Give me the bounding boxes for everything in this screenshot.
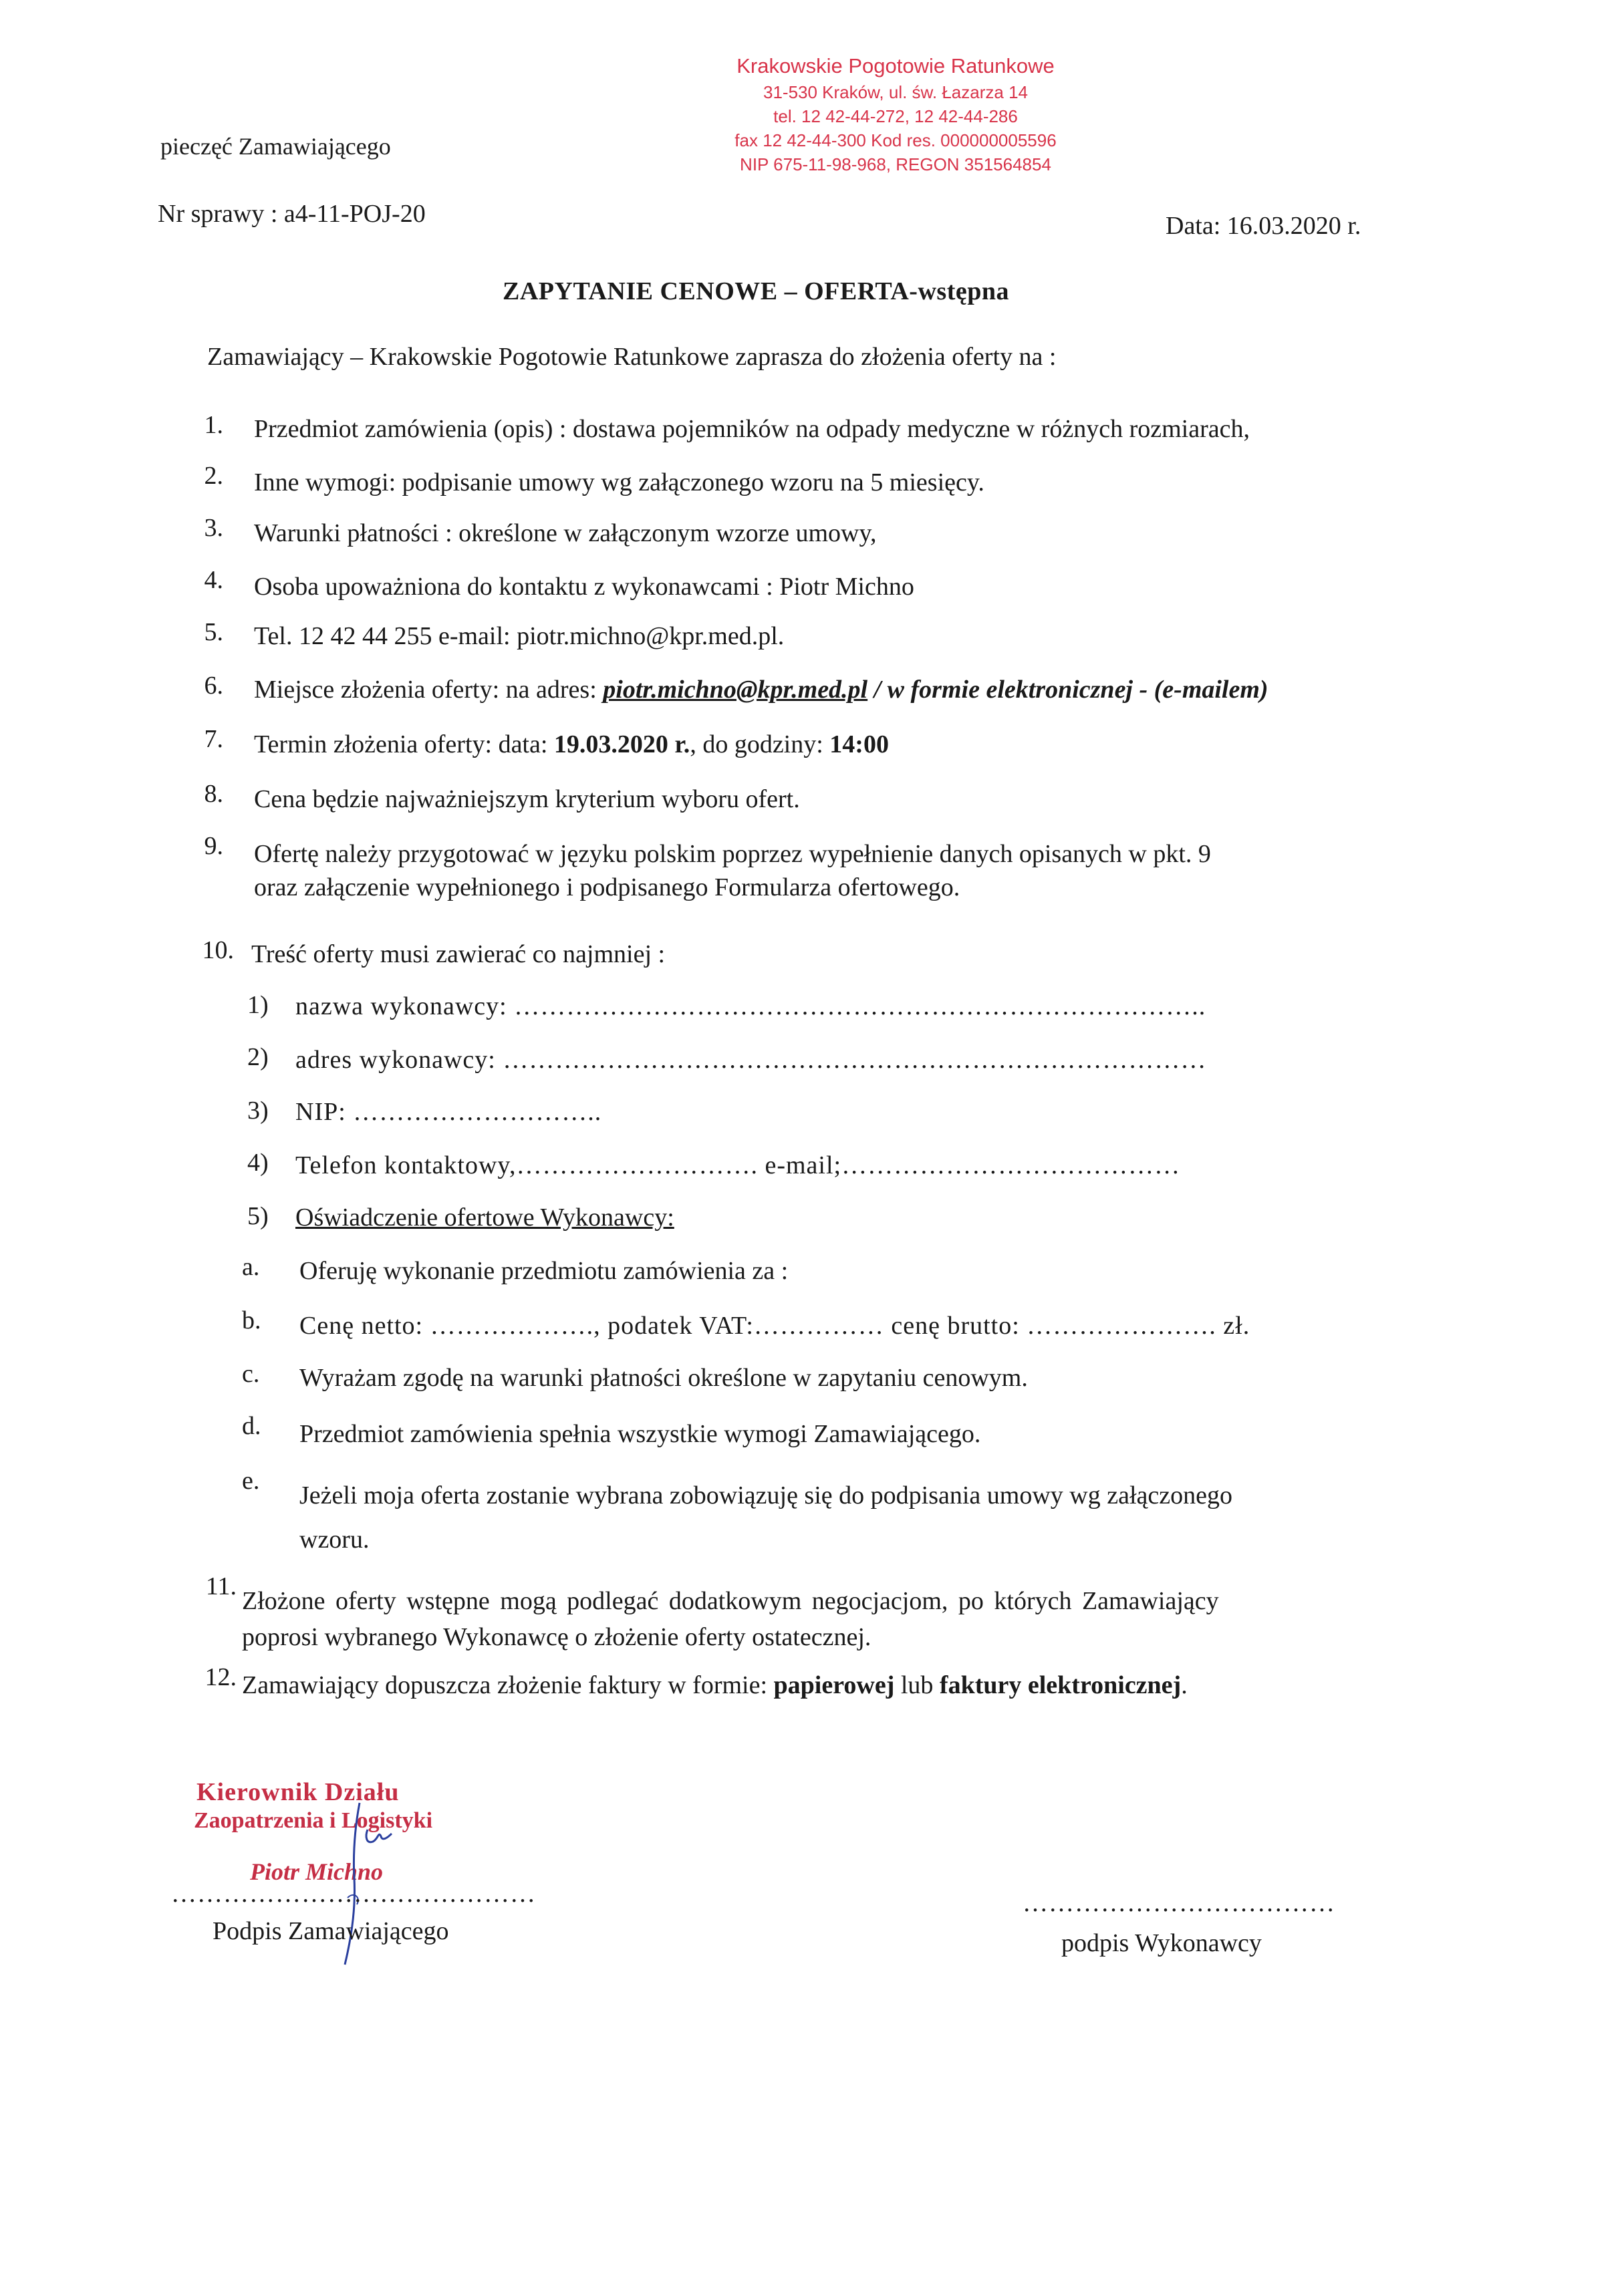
item-number: 6.: [204, 672, 223, 700]
statement-d-text: Przedmiot zamówienia spełnia wszystkie wymogi Zamawiającego.: [299, 1420, 981, 1448]
item-number: 2.: [204, 462, 223, 490]
item-10-text: Treść oferty musi zawierać co najmniej :: [251, 940, 666, 968]
item-6-text: [254, 675, 1268, 704]
item-12-label: Zamawiający dopuszcza złożenie faktury w formie:: [242, 1671, 774, 1699]
statement-e-line-1: Jeżeli moja oferta zostanie wybrana zobowiązuję się do podpisania umowy wg załączonego: [299, 1481, 1232, 1510]
manager-stamp-line-1: Kierownik Działu: [196, 1778, 400, 1806]
orderer-signature-line: ……………………………………: [171, 1880, 536, 1908]
item-9-line-2: oraz załączenie wypełnionego i podpisanego Formularza ofertowego.: [254, 873, 960, 901]
stamp-label: pieczęć Zamawiającego: [160, 133, 391, 160]
nip-field: NIP: ………………………..: [295, 1098, 602, 1126]
item-number: 11.: [205, 1572, 237, 1600]
item-9-line-1: Ofertę należy przygotować w języku polskim poprzez wypełnienie danych opisanych w pkt. 9: [254, 840, 1211, 868]
price-field: Cenę netto: ………………., podatek VAT:…………… cenę brutto: …………………. zł.: [299, 1312, 1250, 1340]
item-number: 3.: [204, 514, 223, 542]
sub-number: 5): [247, 1202, 269, 1230]
statement-c-text: Wyrażam zgodę na warunki płatności określone w zapytaniu cenowym.: [299, 1364, 1028, 1392]
letter-marker: d.: [242, 1412, 261, 1440]
item-12-text: [242, 1671, 1188, 1700]
contractor-address-field: adres wykonawcy: ………………………………………………………………………: [295, 1046, 1207, 1074]
case-number: Nr sprawy : a4-11-POJ-20: [158, 200, 426, 228]
item-1-text: Przedmiot zamówienia (opis) : dostawa pojemników na odpady medyczne w różnych rozmiarach,: [254, 415, 1250, 443]
sub-number: 2): [247, 1043, 269, 1071]
item-number: 8.: [204, 780, 223, 808]
statement-e-line-2: wzoru.: [299, 1526, 370, 1554]
item-7-label: Termin złożenia oferty: data:: [254, 730, 554, 758]
stamp-line-nip: NIP 675-11-98-968, REGON 351564854: [740, 154, 1051, 174]
intro-text: Zamawiający – Krakowskie Pogotowie Ratunkowe zaprasza do złożenia oferty na :: [207, 343, 1057, 371]
invoice-paper: papierowej: [773, 1671, 895, 1699]
item-8-text: Cena będzie najważniejszym kryterium wyboru ofert.: [254, 785, 800, 813]
item-7-text: [254, 730, 889, 759]
phone-email-field: Telefon kontaktowy,………………………. e-mail;…………………………………: [295, 1151, 1181, 1179]
manager-stamp-line-2: Zaopatrzenia i Logistyki: [194, 1808, 433, 1833]
stamp-line-fax: fax 12 42-44-300 Kod res. 000000005596: [734, 130, 1057, 150]
sub-number: 3): [247, 1097, 269, 1125]
item-number: 4.: [204, 566, 223, 594]
manager-stamp-name-text: Piotr Michno: [250, 1858, 384, 1885]
page-title: ZAPYTANIE CENOWE – OFERTA-wstępna: [503, 277, 1009, 305]
company-stamp: [708, 52, 1083, 176]
letter-marker: c.: [242, 1360, 260, 1388]
item-4-text: Osoba upoważniona do kontaktu z wykonawcami : Piotr Michno: [254, 573, 914, 601]
orderer-signature-label: Podpis Zamawiającego: [213, 1917, 449, 1945]
statement-a-text: Oferuję wykonanie przedmiotu zamówienia za :: [299, 1257, 789, 1285]
item-number: 1.: [204, 411, 223, 439]
item-number: 9.: [204, 832, 223, 860]
stamp-line-company: Krakowskie Pogotowie Ratunkowe: [736, 54, 1055, 78]
contractor-name-field: nazwa wykonawcy: ……………………………………………………………………..: [295, 992, 1206, 1020]
sub-number: 4): [247, 1149, 269, 1177]
item-11-line-1: Złożone oferty wstępne mogą podlegać dodatkowym negocjacjom, po których Zamawiający: [242, 1587, 1219, 1615]
item-3-text: Warunki płatności : określone w załączonym wzorze umowy,: [254, 519, 877, 547]
letter-marker: b.: [242, 1306, 261, 1334]
item-12-end: .: [1181, 1671, 1188, 1699]
item-number: 12.: [205, 1663, 237, 1691]
invoice-electronic: faktury elektronicznej: [939, 1671, 1182, 1699]
item-number: 7.: [204, 725, 223, 753]
offer-statement-heading: Oświadczenie ofertowe Wykonawcy:: [295, 1203, 674, 1232]
letter-marker: e.: [242, 1467, 260, 1495]
item-7-mid: , do godziny:: [690, 730, 830, 758]
stamp-line-phone: tel. 12 42-44-272, 12 42-44-286: [773, 106, 1018, 126]
item-6-label: Miejsce złożenia oferty: na adres:: [254, 676, 603, 704]
document-date: Data: 16.03.2020 r.: [1166, 212, 1361, 240]
item-6-mode: / w formie elektronicznej - (e-mailem): [867, 676, 1268, 704]
contractor-signature-label: podpis Wykonawcy: [1061, 1929, 1262, 1957]
item-11-line-2: poprosi wybranego Wykonawcę o złożenie oferty ostatecznej.: [242, 1623, 871, 1651]
item-2-text: Inne wymogi: podpisanie umowy wg załączonego wzoru na 5 miesięcy.: [254, 468, 984, 496]
stamp-line-address: 31-530 Kraków, ul. św. Łazarza 14: [763, 82, 1028, 102]
item-number: 5.: [204, 618, 223, 646]
sub-number: 1): [247, 991, 269, 1019]
deadline-time: 14:00: [829, 730, 889, 758]
item-12-mid: lub: [894, 1671, 940, 1699]
letter-marker: a.: [242, 1253, 260, 1281]
contractor-signature-line: ………………………………: [1023, 1889, 1335, 1917]
item-5-text: Tel. 12 42 44 255 e-mail: piotr.michno@kpr.med.pl.: [254, 622, 785, 650]
submission-email-link[interactable]: piotr.michno@kpr.med.pl: [603, 676, 868, 704]
item-number: 10.: [202, 936, 234, 964]
deadline-date: 19.03.2020 r.: [553, 730, 690, 758]
